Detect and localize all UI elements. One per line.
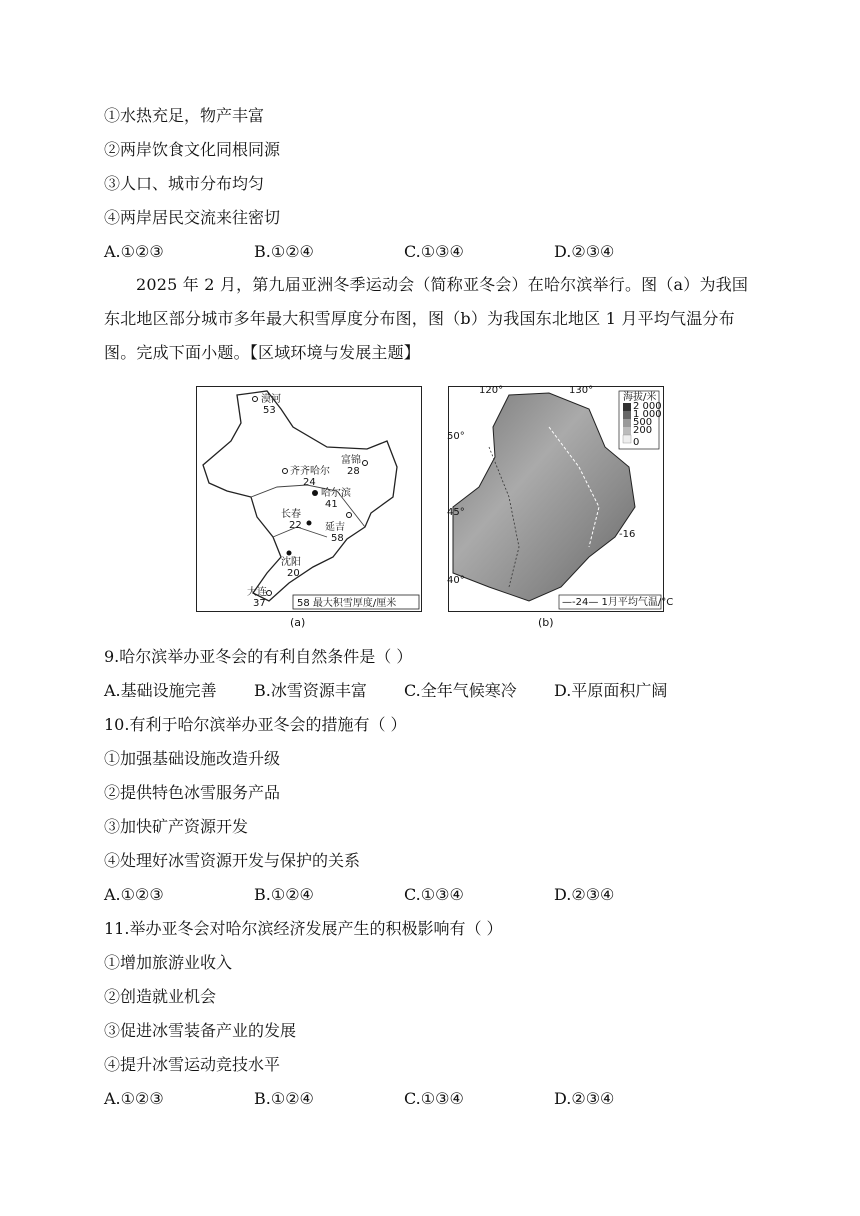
q11-option-d[interactable]: D.②③④: [554, 1089, 615, 1108]
city-label-dalian: 大连: [247, 587, 267, 598]
q8-item-4: ④两岸居民交流来往密切: [104, 208, 281, 227]
legend-value-200: 200: [633, 425, 653, 436]
city-value-harbin: 41: [325, 499, 338, 510]
city-value-dalian: 37: [253, 598, 266, 609]
intro-paragraph: [104, 268, 764, 370]
city-value-fujin: 28: [347, 466, 360, 477]
figure-b-map: [447, 385, 674, 612]
q8-option-c[interactable]: C.①③④: [404, 242, 464, 261]
city-value-qiqihar: 24: [303, 477, 316, 488]
q8-item-2: ②两岸饮食文化同根同源: [104, 140, 281, 159]
legend-value-0: 0: [633, 437, 640, 448]
city-value-yanji: 58: [331, 533, 344, 544]
q8-option-a[interactable]: A.①②③: [104, 242, 164, 261]
city-label-qiqihar: 齐齐哈尔: [290, 466, 330, 477]
q9-option-c[interactable]: C.全年气候寒冷: [404, 681, 517, 700]
city-value-changchun: 22: [289, 520, 302, 531]
q10-option-d[interactable]: D.②③④: [554, 885, 615, 904]
figure-b-bottom-legend: —-24— 1月平均气温/°C: [562, 597, 674, 608]
q10-item-1: ①加强基础设施改造升级: [104, 749, 281, 768]
q11-item-2: ②创造就业机会: [104, 987, 217, 1006]
q8-item-3: ③人口、城市分布均匀: [104, 174, 265, 193]
legend-value-2000: 2 000: [633, 401, 662, 412]
latitude-50: 50°: [447, 431, 465, 442]
legend-value-500: 500: [633, 417, 653, 428]
latitude-40: 40°: [447, 575, 465, 586]
figure-a-svg: [197, 387, 421, 611]
longitude-120: 120°: [479, 385, 504, 396]
city-label-changchun: 长春: [281, 509, 301, 520]
city-label-yanji: 延吉: [325, 522, 345, 533]
q10-item-3: ③加快矿产资源开发: [104, 817, 249, 836]
q11-option-c[interactable]: C.①③④: [404, 1089, 464, 1108]
city-label-harbin: 哈尔滨: [321, 488, 351, 499]
q11-item-1: ①增加旅游业收入: [104, 953, 233, 972]
q10-option-a[interactable]: A.①②③: [104, 885, 164, 904]
q11-item-3: ③促进冰雪装备产业的发展: [104, 1021, 297, 1040]
q11-option-a[interactable]: A.①②③: [104, 1089, 164, 1108]
isotherm-label: -16: [619, 529, 636, 540]
q11-stem: 11.举办亚冬会对哈尔滨经济发展产生的积极影响有（ ）: [104, 919, 503, 938]
figure-a-legend: 58 最大积雪厚度/厘米: [297, 598, 397, 609]
q9-option-d[interactable]: D.平原面积广阔: [554, 681, 668, 700]
q8-option-d[interactable]: D.②③④: [554, 242, 615, 261]
q8-item-1: ①水热充足，物产丰富: [104, 106, 265, 125]
city-label-shenyang: 沈阳: [281, 557, 301, 568]
q10-stem: 10.有利于哈尔滨举办亚冬会的措施有（ ）: [104, 715, 407, 734]
q11-option-b[interactable]: B.①②④: [254, 1089, 314, 1108]
city-value-mohe: 53: [263, 405, 276, 416]
intro-text: 2025 年 2 月，第九届亚洲冬季运动会（简称亚冬会）在哈尔滨举行。图（a）为我国东北地区部分城市多年最大积雪厚度分布图，图（b）为我国东北地区 1 月平均气温分布图。完成下面小题。【区域环境与发展主题】: [104, 275, 749, 362]
q10-item-4: ④处理好冰雪资源开发与保护的关系: [104, 851, 361, 870]
q9-option-b[interactable]: B.冰雪资源丰富: [254, 681, 367, 700]
q9-option-a[interactable]: A.基础设施完善: [104, 681, 217, 700]
figure-b-svg: [447, 385, 674, 611]
city-label-fujin: 富锦: [341, 455, 361, 466]
legend-value-1000: 1 000: [633, 409, 662, 420]
latitude-45: 45°: [447, 507, 465, 518]
longitude-130: 130°: [569, 385, 594, 396]
q10-item-2: ②提供特色冰雪服务产品: [104, 783, 281, 802]
city-label-mohe: 漠河: [261, 394, 281, 405]
q11-item-4: ④提升冰雪运动竞技水平: [104, 1055, 281, 1074]
q10-option-b[interactable]: B.①②④: [254, 885, 314, 904]
figure-a-map: [196, 386, 422, 612]
figure-b-caption: (b): [538, 616, 554, 629]
figure-a-caption: (a): [290, 616, 306, 629]
city-value-shenyang: 20: [287, 568, 300, 579]
q8-option-b[interactable]: B.①②④: [254, 242, 314, 261]
q9-stem: 9.哈尔滨举办亚冬会的有利自然条件是（ ）: [104, 647, 413, 666]
q10-option-c[interactable]: C.①③④: [404, 885, 464, 904]
legend-title: 海拔/米: [623, 392, 657, 403]
